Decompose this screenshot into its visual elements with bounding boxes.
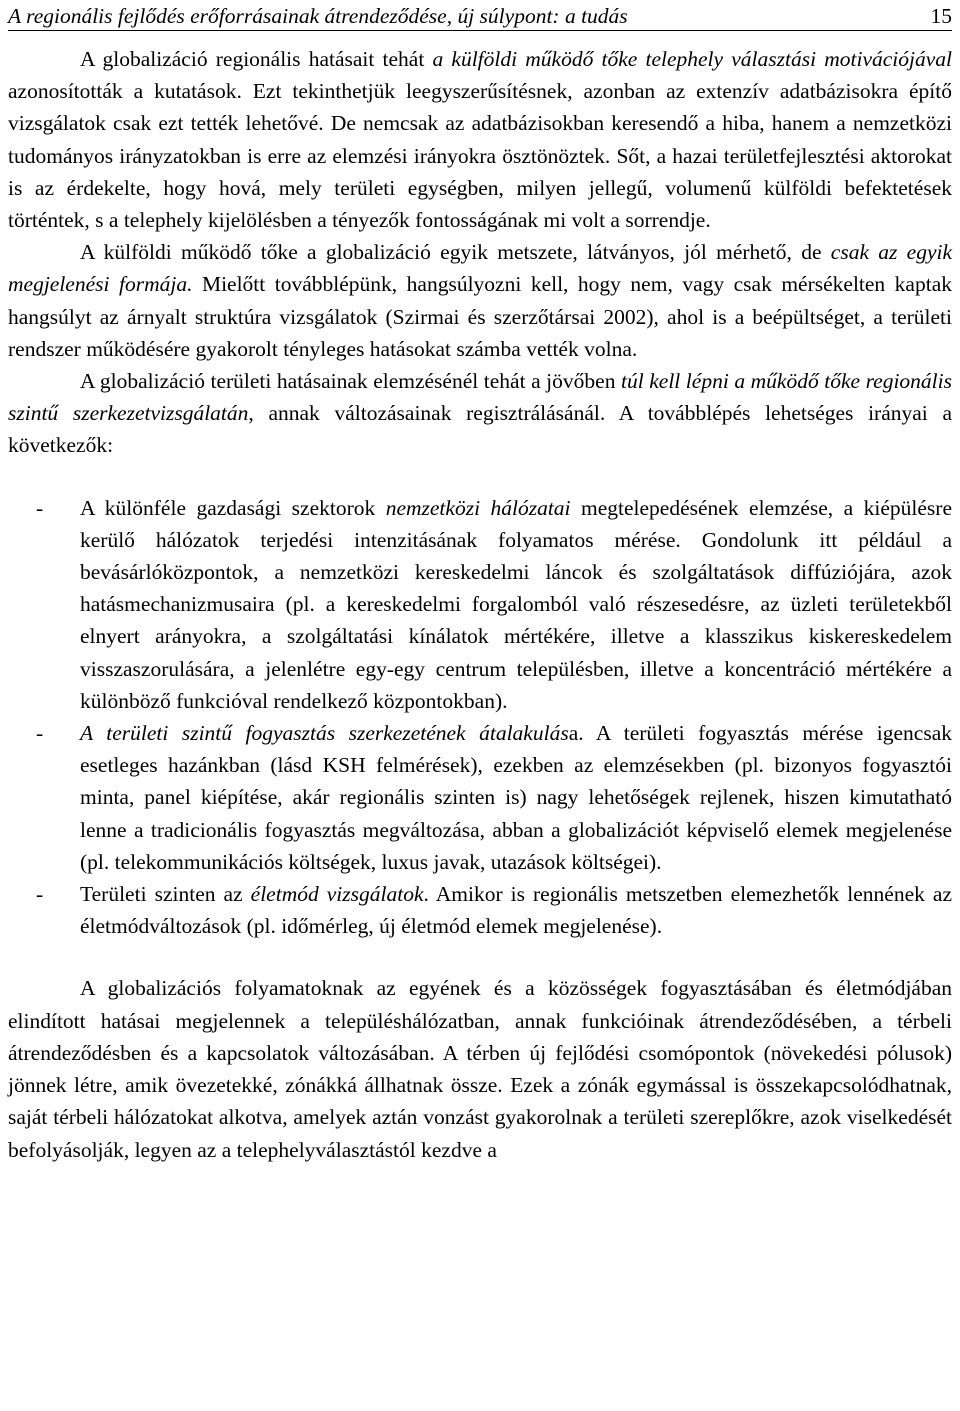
spacer [8, 942, 952, 972]
paragraph-2 [8, 236, 952, 365]
emphasis-text: A területi szintű fogyasztás szerkezetének átalakulás [80, 721, 569, 746]
directions-list [8, 492, 952, 943]
text-span: , annak változásainak regisztrálásánál. A továbblépés lehetséges irányai a következők: [8, 401, 952, 458]
text-span: A globalizáció területi hatásainak elemzésénél tehát a jövőben [80, 369, 621, 394]
paragraph-4: A globalizációs folyamatoknak az egyének és a közösségek fogyasztásában és életmódjában elindított hatásai megjelennek a településhálózatban, annak funkcióinak átrendeződésében, a térbeli átrendeződésben és a kapcsolatok változásában. A térben új fejlődési csomópontok (növekedési pólusok) jönnek létre, amik övezetekké, zónákká állhatnak össze. Ezek a zónák egymással is összekapcsolódhatnak, saját térbeli hálózatokat alkotva, amelyek aztán vonzást gyakorolnak a területi szereplőkre, azok viselkedését befolyásolják, legyen az a telephelyválasztástól kezdve a [8, 976, 952, 1162]
text-span: azonosították a kutatások. Ezt tekinthetjük leegyszerűsítésnek, azonban az extenzív adatbázisokra építő vizsgálatok csak ezt tették lehetővé. De nemcsak az adatbázisokban keresendő a hiba, hanem a nemzetközi tudományos irányzatokban is erre az elemzési irányokra ösztönöztek. Sőt, a hazai területfejlesztési aktorokat is az érdekelte, hogy hová, mely területi egységben, milyen jellegű, volumenű külföldi befektetések történtek, s a telephely kijelölésben a tényezők fontosságának mi volt a sorrendje. [8, 79, 952, 233]
text-span: A globalizáció regionális hatásait tehát [80, 47, 433, 71]
header-title: A regionális fejlődés erőforrásainak átrendeződése, új súlypont: a tudás [8, 4, 628, 28]
emphasis-text: életmód vizsgálatok [250, 882, 424, 907]
text-span: . Amikor is regionális metszetben elemezhetők lennének az életmódváltozások (pl. időmérleg, új életmód elemek megjelenése). [80, 882, 952, 939]
spacer [8, 462, 952, 492]
list-marker: - [36, 882, 44, 907]
emphasis-text: a külföldi működő tőke telephely választási motivációjával [432, 47, 952, 71]
list-item [8, 492, 952, 717]
paragraph-3 [8, 365, 952, 462]
text-span: a. A területi fogyasztás mérése igencsak esetleges hazánkban (lásd KSH felmérések), ezekben az elemzésekben (pl. bizonyos fogyasztói minta, panel kiépítése, akár regionális szinten is) nagy lehetőségek rejlenek, hiszen kimutatható lenne a tradicionális fogyasztás megváltozása, abban a globalizációt képviselő elemek megjelenése (pl. telekommunikációs költségek, luxus javak, utazások költségei). [80, 721, 952, 874]
text-span: A különféle gazdasági szektorok [80, 495, 386, 520]
list-item [8, 717, 952, 878]
list-marker: - [36, 721, 44, 746]
text-span: megtelepedésének elemzése, a kiépülésre kerülő hálózatok terjedési intenzitásának folyamatos mérése. Gondolunk itt például a bevásárlóközpontok, a nemzetközi kereskedelmi láncok és szolgáltatások diffúziójára, azok hatásmechanizmusaira (pl. a kereskedelmi forgalomból való részesedésre, az üzleti területekből elnyert arányokra, a szolgáltatási kínálatok mértékére, illetve a klasszikus kiskereskedelem visszaszorulására, a jelenlétre egy-egy centrum településben, illetve a koncentráció mértékére a különböző funkcióval rendelkező központokban). [80, 495, 952, 713]
emphasis-text: túl kell lépni a működő tőke regionális szintű szerkezetvizsgálatán [8, 369, 952, 426]
text-span: A külföldi működő tőke a globalizáció egyik metszete, látványos, jól mérhető, de [80, 240, 831, 265]
running-header [8, 4, 952, 31]
emphasis-text: nemzetközi hálózatai [385, 495, 571, 520]
list-marker: - [36, 495, 44, 520]
text-span: Területi szinten az [80, 882, 251, 907]
page-number: 15 [930, 4, 952, 28]
list-item [8, 878, 952, 942]
document-body [8, 43, 952, 1166]
paragraph-1 [8, 43, 952, 236]
text-span: Mielőtt továbblépünk, hangsúlyozni kell, hogy nem, vagy csak mérsékelten kaptak hangsúlyt az árnyalt struktúra vizsgálatok (Szirmai és szerzőtársai 2002), ahol is a beépültséget, a területi rendszer működésére gyakorolt tényleges hatásokat számba vették volna. [8, 272, 952, 361]
emphasis-text: csak az egyik megjelenési formája. [8, 240, 953, 297]
